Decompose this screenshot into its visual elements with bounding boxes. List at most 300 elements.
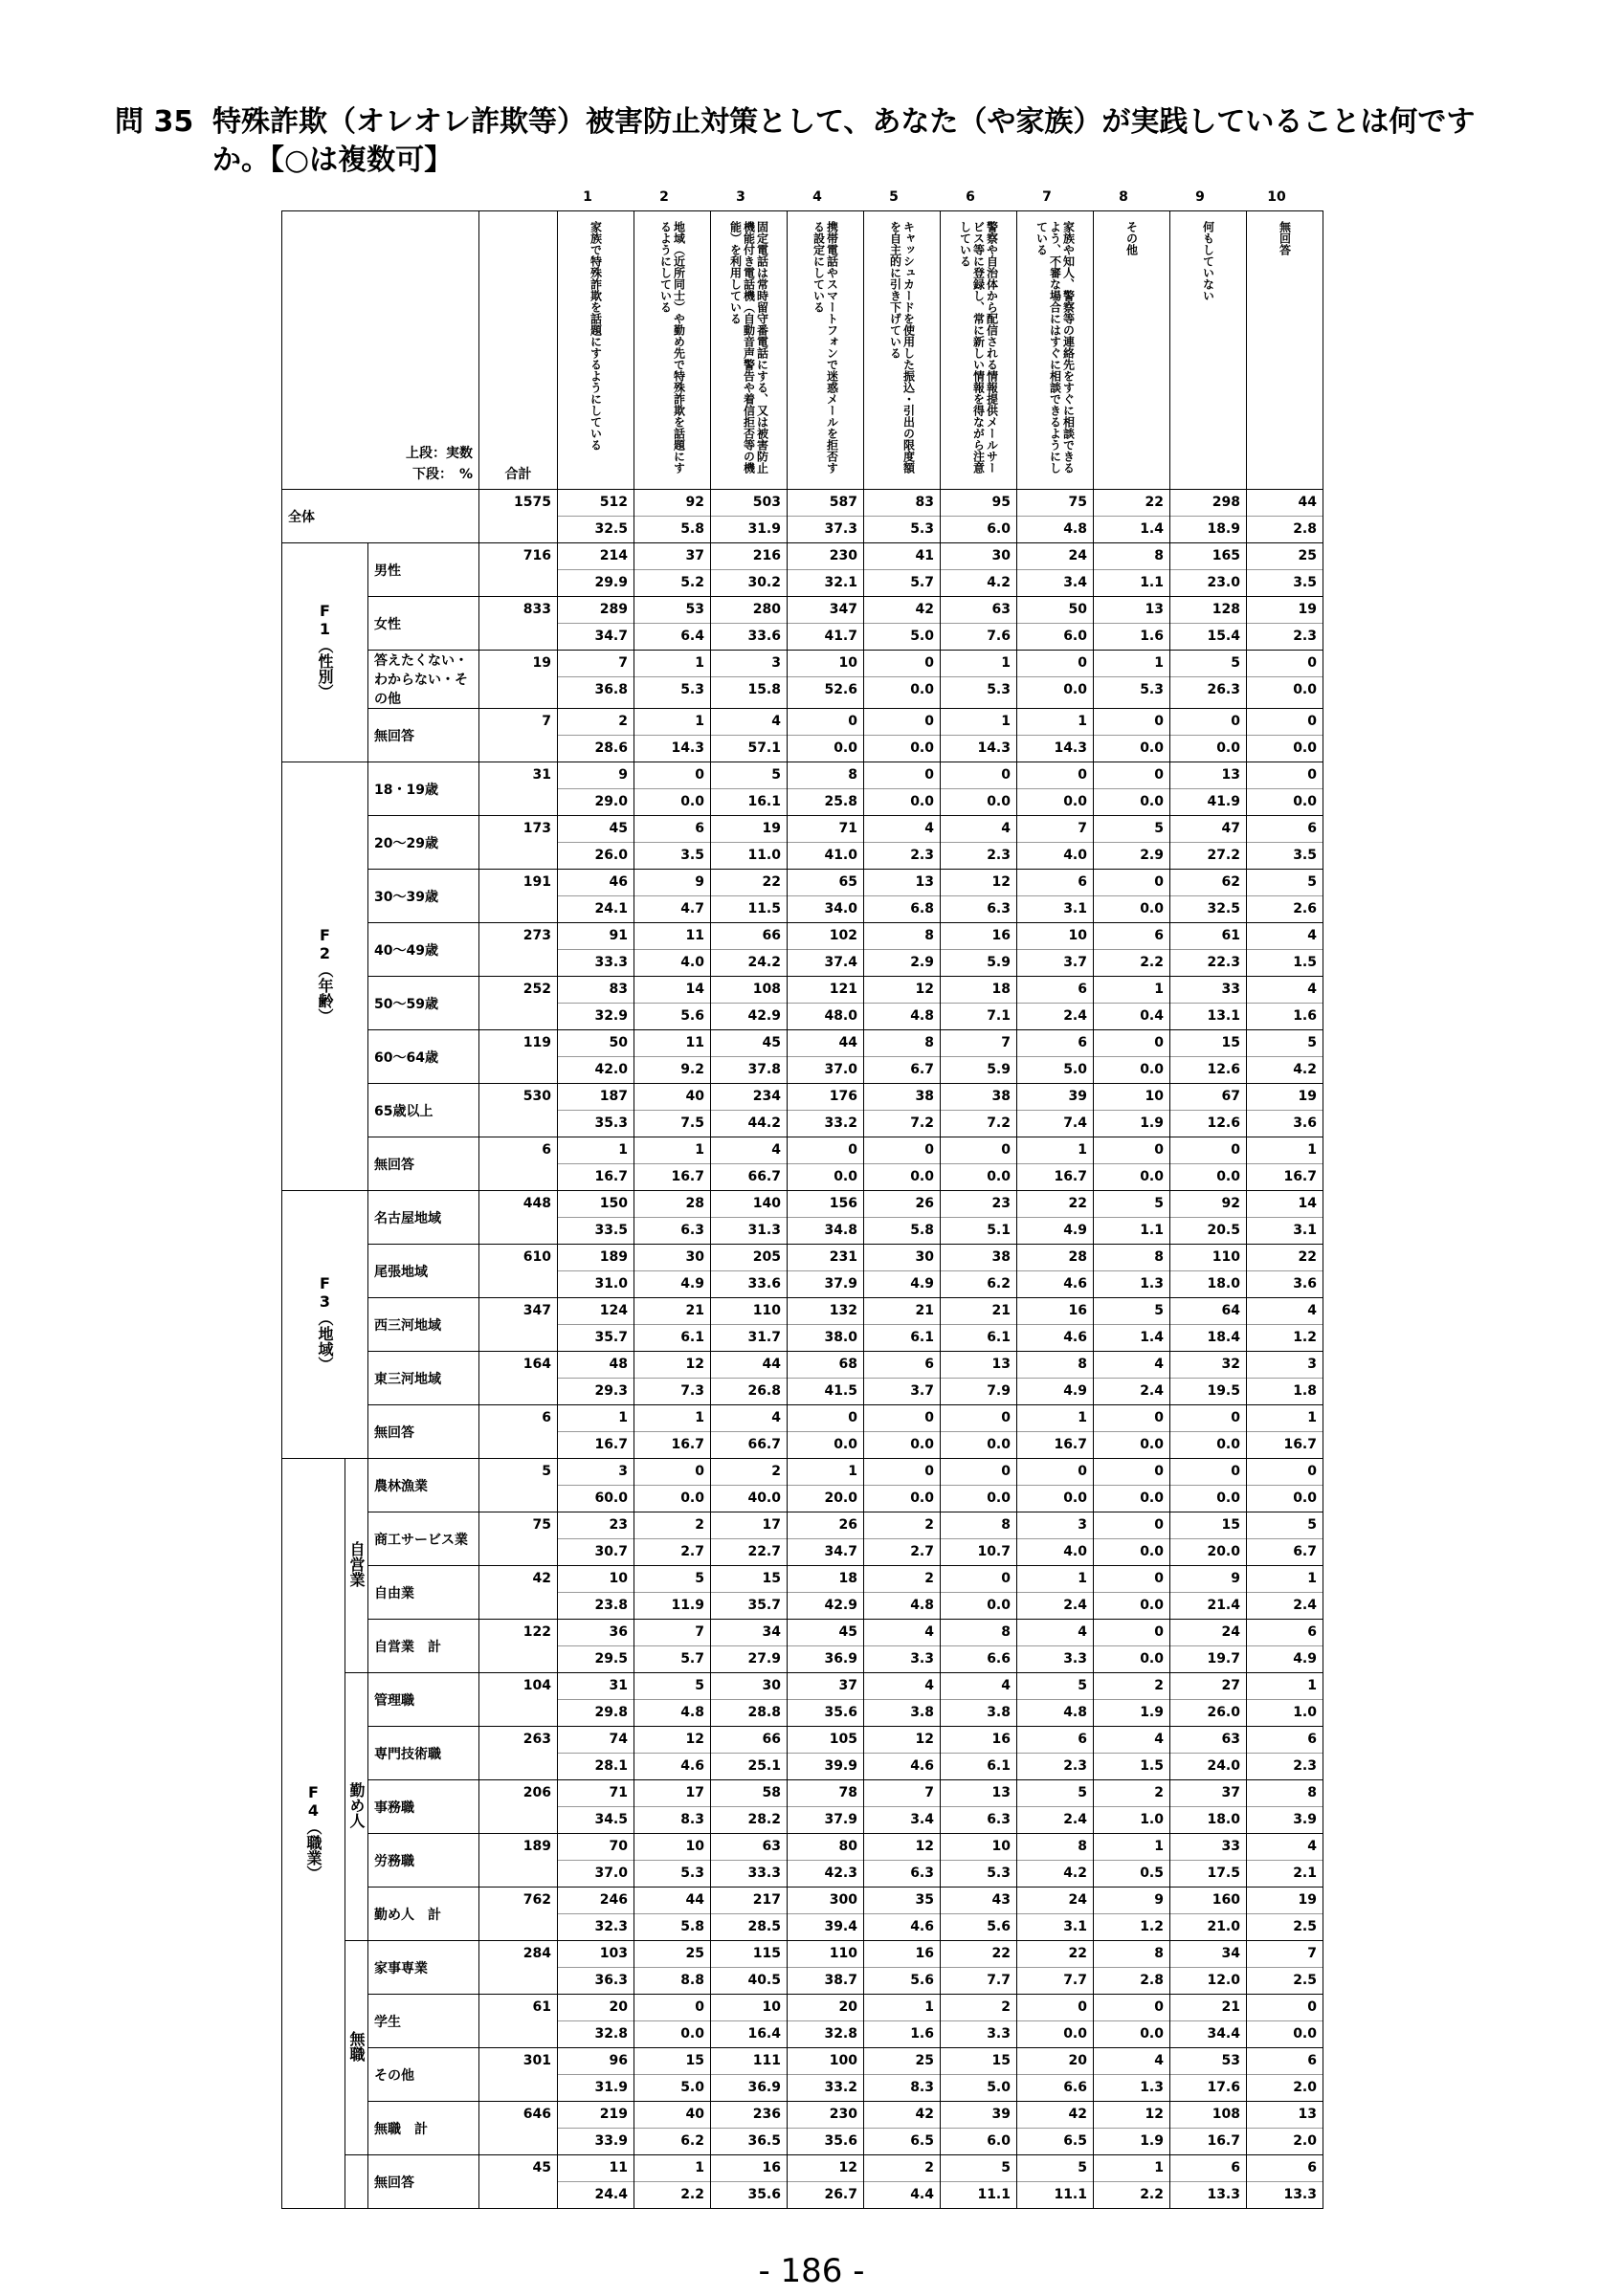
- percent-value: 11.5: [711, 895, 787, 922]
- data-cell: [634, 1673, 711, 1727]
- column-number: 1: [583, 189, 592, 205]
- count-value: 5: [771, 767, 781, 783]
- count-value: 1: [1001, 714, 1011, 729]
- data-cell: [941, 1191, 1017, 1245]
- percent-value: 48.0: [788, 1003, 863, 1029]
- data-cell: [1247, 1137, 1323, 1191]
- row-label: 商工サービス業: [368, 1512, 479, 1566]
- percent-value: 2.4: [1094, 1378, 1169, 1404]
- count-value: 0: [924, 1142, 934, 1158]
- data-cell: [1170, 1298, 1247, 1352]
- count-value: 512: [599, 495, 628, 510]
- percent-value: 6.7: [1247, 1538, 1323, 1565]
- data-cell: [1170, 816, 1247, 870]
- subgroup-label: [345, 1941, 368, 2155]
- count-value: 12: [915, 1839, 934, 1854]
- percent-value: 1.8: [1247, 1378, 1323, 1404]
- data-cell: [1170, 1727, 1247, 1780]
- percent-value: 5.3: [634, 676, 710, 703]
- count-value: 6: [1307, 2160, 1317, 2175]
- percent-value: 4.0: [634, 949, 710, 976]
- percent-value: 28.2: [711, 1806, 787, 1833]
- percent-value: 30.7: [558, 1538, 634, 1565]
- percent-value: 32.1: [788, 569, 863, 596]
- count-value: 10: [838, 655, 857, 671]
- percent-value: 16.7: [1017, 1163, 1093, 1190]
- count-value: 21: [915, 1303, 934, 1318]
- row-label: 西三河地域: [368, 1298, 479, 1352]
- column-number: 7: [1042, 189, 1052, 205]
- percent-value: 33.9: [558, 2128, 634, 2154]
- count-value: 8: [1078, 1839, 1087, 1854]
- data-cell: [864, 816, 941, 870]
- count-value: 4: [771, 714, 781, 729]
- count-value: 9: [1231, 1571, 1240, 1586]
- count-value: 0: [1231, 1142, 1240, 1158]
- data-cell: [941, 1673, 1017, 1727]
- data-cell: [558, 1941, 634, 1995]
- count-value: 8: [1307, 1785, 1317, 1800]
- count-value: 110: [752, 1303, 781, 1318]
- data-cell: [788, 1245, 864, 1298]
- percent-value: 0.0: [941, 1485, 1016, 1512]
- data-cell: [788, 1405, 864, 1459]
- table-row: [282, 1298, 1323, 1352]
- count-value: 11: [685, 928, 704, 943]
- count-value: 15: [685, 2053, 704, 2068]
- count-value: 108: [1212, 2107, 1240, 2122]
- data-cell: [941, 762, 1017, 816]
- percent-value: 29.0: [558, 788, 634, 815]
- count-value: 4: [771, 1142, 781, 1158]
- data-cell: [941, 1084, 1017, 1137]
- count-value: 14: [1298, 1196, 1317, 1211]
- data-cell: [788, 543, 864, 597]
- percent-value: 3.1: [1017, 895, 1093, 922]
- count-value: 0: [1154, 714, 1164, 729]
- count-value: 2: [1001, 1999, 1011, 2015]
- percent-value: 37.3: [788, 516, 863, 542]
- data-cell: [1017, 1941, 1094, 1995]
- data-cell: [558, 977, 634, 1030]
- percent-value: 4.9: [1247, 1645, 1323, 1672]
- data-cell: [1247, 1941, 1323, 1995]
- data-cell: [1094, 709, 1170, 762]
- data-cell: [711, 597, 788, 651]
- data-cell: [1247, 816, 1323, 870]
- data-cell: [558, 1995, 634, 2048]
- data-cell: [1170, 977, 1247, 1030]
- percent-value: 4.9: [634, 1270, 710, 1297]
- percent-value: 52.6: [788, 676, 863, 703]
- question-text-line2: か。【○は複数可】: [212, 144, 454, 177]
- data-cell: [1094, 1405, 1170, 1459]
- percent-value: 8.3: [634, 1806, 710, 1833]
- data-cell: [1170, 1137, 1247, 1191]
- table-row: [282, 816, 1323, 870]
- table-row: [282, 1191, 1323, 1245]
- data-cell: [788, 1030, 864, 1084]
- data-cell: [1247, 870, 1323, 923]
- percent-value: 5.9: [941, 1056, 1016, 1083]
- percent-value: 5.0: [941, 2074, 1016, 2101]
- percent-value: 27.9: [711, 1645, 787, 1672]
- percent-value: 2.1: [1247, 1860, 1323, 1887]
- count-value: 21: [1221, 1999, 1240, 2015]
- count-value: 12: [838, 2160, 857, 2175]
- percent-value: 3.6: [1247, 1270, 1323, 1297]
- count-value: 4: [1078, 1624, 1087, 1640]
- data-cell: [1017, 1995, 1094, 2048]
- row-total: 7: [479, 709, 558, 762]
- percent-value: 34.0: [788, 895, 863, 922]
- count-value: 10: [609, 1571, 628, 1586]
- percent-value: 3.9: [1247, 1806, 1323, 1833]
- count-value: 6: [1078, 1035, 1087, 1050]
- data-cell: [634, 1298, 711, 1352]
- percent-value: 5.7: [634, 1645, 710, 1672]
- data-cell: [1247, 543, 1323, 597]
- percent-value: 1.1: [1094, 569, 1169, 596]
- data-cell: [788, 1834, 864, 1888]
- count-value: 10: [762, 1999, 781, 2015]
- data-cell: [634, 1084, 711, 1137]
- percent-value: 32.8: [558, 2020, 634, 2047]
- percent-value: 3.4: [864, 1806, 940, 1833]
- data-cell: [558, 1512, 634, 1566]
- percent-value: 1.0: [1247, 1699, 1323, 1726]
- count-value: 24: [1068, 548, 1087, 563]
- percent-value: 5.3: [1094, 676, 1169, 703]
- data-cell: [864, 1941, 941, 1995]
- percent-value: 6.2: [941, 1270, 1016, 1297]
- percent-value: 29.5: [558, 1645, 634, 1672]
- data-cell: [864, 2048, 941, 2102]
- count-value: 10: [685, 1839, 704, 1854]
- data-cell: [864, 1727, 941, 1780]
- group-label-text: F2（年齢）: [316, 925, 334, 1024]
- data-cell: [1017, 2155, 1094, 2209]
- data-cell: [788, 762, 864, 816]
- count-value: 11: [685, 1035, 704, 1050]
- data-cell: [788, 1137, 864, 1191]
- data-cell: [1170, 2102, 1247, 2155]
- percent-value: 16.7: [1017, 1431, 1093, 1458]
- percent-value: 0.0: [1170, 1485, 1246, 1512]
- count-value: 1: [618, 1142, 628, 1158]
- data-cell: [558, 1030, 634, 1084]
- data-cell: [711, 1352, 788, 1405]
- count-value: 9: [1154, 1892, 1164, 1908]
- count-value: 8: [1154, 1249, 1164, 1265]
- data-cell: [941, 1566, 1017, 1620]
- percent-value: 7.2: [941, 1110, 1016, 1137]
- data-cell: [558, 651, 634, 709]
- count-value: 4: [1154, 2053, 1164, 2068]
- percent-value: 3.8: [941, 1699, 1016, 1726]
- count-value: 280: [752, 602, 781, 617]
- count-value: 53: [685, 602, 704, 617]
- percent-value: 6.3: [864, 1860, 940, 1887]
- count-value: 0: [1154, 767, 1164, 783]
- count-value: 5: [1154, 1196, 1164, 1211]
- table-row: [282, 923, 1323, 977]
- count-value: 4: [1307, 982, 1317, 997]
- percent-value: 5.3: [864, 516, 940, 542]
- data-cell: [1170, 762, 1247, 816]
- count-value: 6: [1231, 2160, 1240, 2175]
- percent-value: 32.5: [558, 516, 634, 542]
- percent-value: 7.3: [634, 1378, 710, 1404]
- table-row: [282, 1727, 1323, 1780]
- row-label: 男性: [368, 543, 479, 597]
- percent-value: 42.9: [788, 1592, 863, 1619]
- data-cell: [558, 2155, 634, 2209]
- row-total: 31: [479, 762, 558, 816]
- count-value: 6: [1307, 1624, 1317, 1640]
- data-cell: [864, 490, 941, 543]
- data-cell: [864, 762, 941, 816]
- count-value: 53: [1221, 2053, 1240, 2068]
- data-cell: [1170, 1888, 1247, 1941]
- data-cell: [1170, 1834, 1247, 1888]
- count-value: 1: [1154, 1839, 1164, 1854]
- count-value: 1: [695, 714, 704, 729]
- data-cell: [941, 490, 1017, 543]
- row-total: 833: [479, 597, 558, 651]
- count-value: 7: [924, 1785, 934, 1800]
- percent-value: 20.0: [788, 1485, 863, 1512]
- count-value: 230: [829, 2107, 857, 2122]
- percent-value: 2.4: [1247, 1592, 1323, 1619]
- data-cell: [634, 709, 711, 762]
- percent-value: 5.2: [634, 569, 710, 596]
- percent-value: 8.3: [864, 2074, 940, 2101]
- percent-value: 0.0: [1094, 735, 1169, 762]
- count-value: 20: [1068, 2053, 1087, 2068]
- percent-value: 44.2: [711, 1110, 787, 1137]
- percent-value: 6.3: [941, 1806, 1016, 1833]
- count-value: 132: [829, 1303, 857, 1318]
- row-total: 762: [479, 1888, 558, 1941]
- percent-value: 26.0: [1170, 1699, 1246, 1726]
- subgroup-label: [345, 1459, 368, 1673]
- count-value: 61: [1221, 928, 1240, 943]
- data-cell: [711, 1620, 788, 1673]
- data-cell: [1247, 1512, 1323, 1566]
- percent-value: 9.2: [634, 1056, 710, 1083]
- percent-value: 5.0: [1017, 1056, 1093, 1083]
- row-total: 61: [479, 1995, 558, 2048]
- count-value: 19: [1298, 1892, 1317, 1908]
- count-value: 45: [838, 1624, 857, 1640]
- data-cell: [558, 1780, 634, 1834]
- table-row: [282, 1566, 1323, 1620]
- data-cell: [864, 1352, 941, 1405]
- table-row: [282, 1673, 1323, 1727]
- count-value: 28: [1068, 1249, 1087, 1265]
- data-cell: [558, 543, 634, 597]
- data-cell: [634, 651, 711, 709]
- header-col-9: [1170, 211, 1247, 490]
- data-cell: [864, 1888, 941, 1941]
- table-row: [282, 1459, 1323, 1512]
- percent-value: 3.4: [1017, 569, 1093, 596]
- count-value: 0: [1078, 767, 1087, 783]
- percent-value: 29.8: [558, 1699, 634, 1726]
- percent-value: 0.0: [864, 1485, 940, 1512]
- count-value: 219: [599, 2107, 628, 2122]
- count-value: 30: [685, 1249, 704, 1265]
- percent-value: 41.0: [788, 842, 863, 869]
- percent-value: 24.4: [558, 2181, 634, 2208]
- count-value: 28: [685, 1196, 704, 1211]
- percent-value: 5.8: [634, 1913, 710, 1940]
- data-cell: [1170, 1352, 1247, 1405]
- data-cell: [1170, 1405, 1247, 1459]
- column-number: 8: [1119, 189, 1128, 205]
- data-cell: [864, 709, 941, 762]
- data-cell: [864, 2155, 941, 2209]
- column-number: 10: [1267, 189, 1286, 205]
- percent-value: 0.0: [1094, 1485, 1169, 1512]
- row-total: 263: [479, 1727, 558, 1780]
- count-value: 7: [1001, 1035, 1011, 1050]
- table-row: [282, 1352, 1323, 1405]
- count-value: 1: [848, 1464, 857, 1479]
- percent-value: 3.3: [1017, 1645, 1093, 1672]
- percent-value: 32.3: [558, 1913, 634, 1940]
- data-cell: [788, 1512, 864, 1566]
- count-value: 40: [685, 1089, 704, 1104]
- percent-value: 11.9: [634, 1592, 710, 1619]
- percent-value: 7.1: [941, 1003, 1016, 1029]
- data-cell: [558, 1459, 634, 1512]
- count-value: 6: [1078, 874, 1087, 890]
- data-cell: [864, 1459, 941, 1512]
- percent-value: 2.8: [1094, 1967, 1169, 1994]
- data-cell: [1017, 709, 1094, 762]
- data-cell: [634, 2155, 711, 2209]
- group-label-text: F3（地域）: [316, 1273, 334, 1372]
- count-value: 70: [609, 1839, 628, 1854]
- row-label: 無職 計: [368, 2102, 479, 2155]
- table-row: [282, 1405, 1323, 1459]
- count-value: 18: [991, 982, 1011, 997]
- percent-value: 2.7: [634, 1538, 710, 1565]
- data-cell: [1017, 543, 1094, 597]
- count-value: 42: [1068, 2107, 1087, 2122]
- percent-value: 36.9: [788, 1645, 863, 1672]
- data-cell: [1017, 1245, 1094, 1298]
- percent-value: 35.6: [788, 1699, 863, 1726]
- count-value: 21: [685, 1303, 704, 1318]
- percent-value: 4.2: [1247, 1056, 1323, 1083]
- count-value: 42: [915, 2107, 934, 2122]
- data-cell: [788, 1941, 864, 1995]
- data-cell: [1017, 1727, 1094, 1780]
- data-cell: [558, 1566, 634, 1620]
- row-total: 119: [479, 1030, 558, 1084]
- data-cell: [1170, 597, 1247, 651]
- percent-value: 2.2: [1094, 2181, 1169, 2208]
- data-cell: [1094, 1620, 1170, 1673]
- percent-value: 4.8: [864, 1003, 940, 1029]
- data-cell: [1170, 1512, 1247, 1566]
- data-cell: [1017, 1084, 1094, 1137]
- count-value: 236: [752, 2107, 781, 2122]
- count-value: 12: [685, 1732, 704, 1747]
- data-cell: [634, 2048, 711, 2102]
- data-cell: [558, 1888, 634, 1941]
- row-total: 716: [479, 543, 558, 597]
- percent-value: 15.8: [711, 676, 787, 703]
- count-value: 47: [1221, 821, 1240, 836]
- data-cell: [1247, 762, 1323, 816]
- count-value: 15: [762, 1571, 781, 1586]
- percent-value: 4.8: [634, 1699, 710, 1726]
- count-value: 13: [1298, 2107, 1317, 2122]
- percent-value: 42.0: [558, 1056, 634, 1083]
- data-cell: [711, 1137, 788, 1191]
- data-cell: [711, 923, 788, 977]
- percent-value: 21.4: [1170, 1592, 1246, 1619]
- count-value: 5: [1307, 1517, 1317, 1533]
- table-row: [282, 870, 1323, 923]
- data-cell: [634, 543, 711, 597]
- count-value: 38: [915, 1089, 934, 1104]
- data-cell: [864, 1191, 941, 1245]
- percent-value: 13.1: [1170, 1003, 1246, 1029]
- data-cell: [1170, 2048, 1247, 2102]
- count-value: 298: [1212, 495, 1240, 510]
- data-cell: [1017, 1030, 1094, 1084]
- count-value: 13: [915, 874, 934, 890]
- data-cell: [558, 762, 634, 816]
- row-label: 女性: [368, 597, 479, 651]
- percent-value: 28.8: [711, 1699, 787, 1726]
- percent-value: 36.8: [558, 676, 634, 703]
- count-value: 0: [1307, 1464, 1317, 1479]
- percent-value: 66.7: [711, 1163, 787, 1190]
- count-value: 5: [1154, 1303, 1164, 1318]
- percent-value: 0.0: [634, 788, 710, 815]
- data-cell: [634, 1566, 711, 1620]
- percent-value: 36.3: [558, 1967, 634, 1994]
- data-cell: [634, 1780, 711, 1834]
- row-total: 284: [479, 1941, 558, 1995]
- row-label: 専門技術職: [368, 1727, 479, 1780]
- data-cell: [1247, 977, 1323, 1030]
- percent-value: 0.0: [788, 1163, 863, 1190]
- percent-value: 5.6: [864, 1967, 940, 1994]
- count-value: 6: [1307, 821, 1317, 836]
- count-value: 34: [762, 1624, 781, 1640]
- count-value: 187: [599, 1089, 628, 1104]
- count-value: 45: [609, 821, 628, 836]
- data-cell: [941, 1727, 1017, 1780]
- percent-value: 6.0: [941, 516, 1016, 542]
- row-total: 273: [479, 923, 558, 977]
- percent-value: 1.2: [1247, 1324, 1323, 1351]
- count-value: 78: [838, 1785, 857, 1800]
- count-value: 26: [915, 1196, 934, 1211]
- data-cell: [864, 543, 941, 597]
- count-value: 10: [991, 1839, 1011, 1854]
- data-cell: [788, 2102, 864, 2155]
- count-value: 230: [829, 548, 857, 563]
- percent-value: 38.0: [788, 1324, 863, 1351]
